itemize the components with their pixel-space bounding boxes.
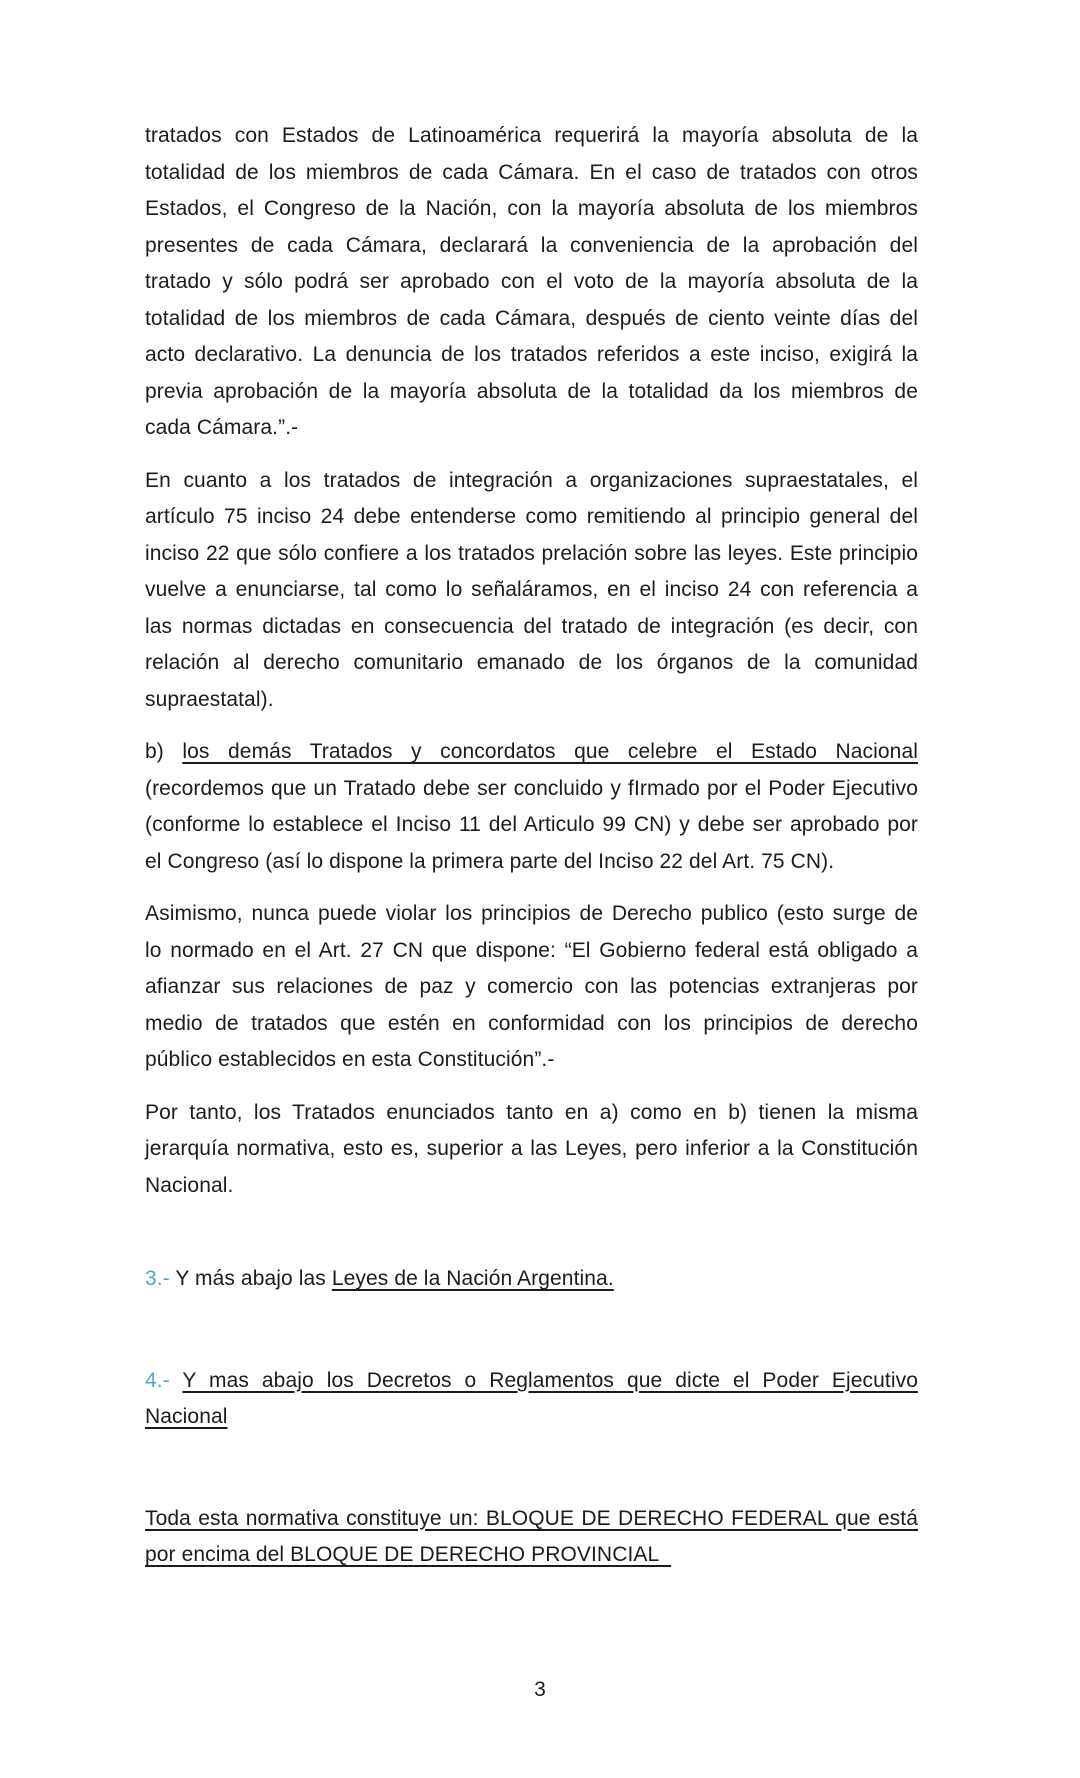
text-segment: previa aprobación de la mayoría absoluta de la totalidad da los miembros de bbox=[145, 379, 918, 403]
text-segment: relación al derecho comunitario emanado de los órganos de la comunidad bbox=[145, 651, 918, 674]
text-line bbox=[145, 1042, 918, 1079]
document-body bbox=[145, 118, 918, 1574]
underlined-text: Nacional bbox=[145, 1405, 228, 1428]
text-line bbox=[145, 1399, 918, 1436]
text-segment: medio de tratados que estén en conformidad con los principios de derecho bbox=[145, 1011, 918, 1035]
text-segment: En cuanto a los tratados de integración a organizaciones supraestatales, el bbox=[145, 468, 918, 492]
text-line bbox=[145, 1131, 918, 1168]
text-line bbox=[145, 228, 918, 265]
page-number: 3 bbox=[534, 1678, 546, 1701]
text-segment bbox=[170, 1369, 183, 1392]
text-line bbox=[145, 1537, 918, 1574]
text-segment: afianzar sus relaciones de paz y comercio con las potencias extranjeras por bbox=[145, 975, 918, 998]
text-segment: (conforme lo establece el Inciso 11 del Articulo 99 CN) y debe ser aprobado por bbox=[145, 813, 918, 836]
section-number: 4.- bbox=[145, 1368, 170, 1392]
paragraph-p1 bbox=[145, 118, 918, 447]
text-line bbox=[145, 1501, 918, 1538]
text-line bbox=[145, 933, 918, 970]
text-line bbox=[145, 645, 918, 682]
text-segment: Y más abajo las bbox=[169, 1267, 332, 1290]
text-line bbox=[145, 463, 918, 500]
text-segment: jerarquía normativa, esto es, superior a las Leyes, pero inferior a la Constitución bbox=[145, 1137, 918, 1160]
text-segment: tratados con Estados de Latinoamérica requerirá la mayoría absoluta de la bbox=[145, 124, 918, 147]
paragraph-final bbox=[145, 1501, 918, 1574]
text-line bbox=[145, 682, 918, 719]
text-segment: Asimismo, nunca puede violar los principios de Derecho publico (esto surge de bbox=[145, 902, 918, 925]
paragraph-p4 bbox=[145, 896, 918, 1079]
text-segment: Estados, el Congreso de la Nación, con la mayoría absoluta de los miembros bbox=[145, 197, 918, 220]
text-line bbox=[145, 264, 918, 301]
underlined-text: los demás Tratados y concordatos que celebre el Estado Nacional bbox=[182, 740, 919, 763]
text-segment: b) bbox=[145, 740, 183, 763]
text-line bbox=[145, 896, 918, 933]
text-segment: tratado y sólo podrá ser aprobado con el voto de la mayoría absoluta de la bbox=[145, 270, 918, 293]
text-line bbox=[145, 1168, 918, 1205]
text-line bbox=[145, 844, 918, 881]
text-line bbox=[145, 969, 918, 1006]
paragraph-p3 bbox=[145, 734, 918, 880]
text-line bbox=[145, 155, 918, 192]
underlined-text: Toda esta normativa constituye un: BLOQUE DE DERECHO FEDERAL que está bbox=[145, 1506, 918, 1530]
text-line bbox=[145, 572, 918, 609]
text-line bbox=[145, 807, 918, 844]
text-line bbox=[145, 337, 918, 374]
paragraph-s4 bbox=[145, 1363, 918, 1436]
text-segment: Nacional. bbox=[145, 1173, 234, 1197]
section-number: 3.- bbox=[145, 1267, 170, 1290]
text-segment: totalidad de los miembros de cada Cámara, después de ciento veinte días del bbox=[145, 306, 918, 330]
paragraph-p2 bbox=[145, 463, 918, 719]
text-segment: las normas dictadas en consecuencia del tratado de integración (es decir, con bbox=[145, 614, 918, 638]
underlined-text: Y mas abajo los Decretos o Reglamentos que dicte el Poder Ejecutivo bbox=[182, 1368, 918, 1392]
underlined-text: por encima del BLOQUE DE DERECHO PROVINCIAL bbox=[145, 1543, 672, 1566]
text-segment: lo normado en el Art. 27 CN que dispone: “El Gobierno federal está obligado a bbox=[145, 938, 918, 962]
underlined-text: Leyes de la Nación Argentina. bbox=[331, 1267, 614, 1290]
paragraph-s3 bbox=[145, 1261, 918, 1298]
text-line bbox=[145, 771, 918, 808]
text-line bbox=[145, 536, 918, 573]
text-line bbox=[145, 609, 918, 646]
text-line bbox=[145, 374, 918, 411]
text-line bbox=[145, 1095, 918, 1132]
text-segment: supraestatal). bbox=[145, 687, 274, 711]
text-segment: el Congreso (así lo dispone la primera parte del Inciso 22 del Art. 75 CN). bbox=[145, 849, 835, 873]
text-segment: público establecidos en esta Constitución”.- bbox=[145, 1048, 555, 1071]
text-line bbox=[145, 1261, 918, 1298]
text-line bbox=[145, 118, 918, 155]
text-line bbox=[145, 499, 918, 536]
paragraph-p5 bbox=[145, 1095, 918, 1205]
text-segment: inciso 22 que sólo confiere a los tratados prelación sobre las leyes. Este principio bbox=[145, 541, 918, 565]
text-segment: cada Cámara.”.- bbox=[145, 416, 299, 439]
text-line bbox=[145, 301, 918, 338]
text-segment: presentes de cada Cámara, declarará la conveniencia de la aprobación del bbox=[145, 233, 918, 257]
text-segment: totalidad de los miembros de cada Cámara. En el caso de tratados con otros bbox=[145, 160, 918, 184]
text-segment: artículo 75 inciso 24 debe entenderse como remitiendo al principio general del bbox=[145, 505, 918, 528]
page-footer bbox=[0, 1672, 1080, 1709]
text-line bbox=[145, 191, 918, 228]
text-segment: acto declarativo. La denuncia de los tratados referidos a este inciso, exigirá la bbox=[145, 343, 918, 366]
text-line bbox=[145, 1006, 918, 1043]
text-line bbox=[145, 734, 918, 771]
text-segment: Por tanto, los Tratados enunciados tanto en a) como en b) tienen la misma bbox=[145, 1100, 918, 1124]
text-line bbox=[145, 1363, 918, 1400]
text-segment: (recordemos que un Tratado debe ser concluido y fIrmado por el Poder Ejecutivo bbox=[145, 776, 918, 800]
text-line bbox=[145, 410, 918, 447]
text-segment: vuelve a enunciarse, tal como lo señaláramos, en el inciso 24 con referencia a bbox=[145, 578, 918, 601]
